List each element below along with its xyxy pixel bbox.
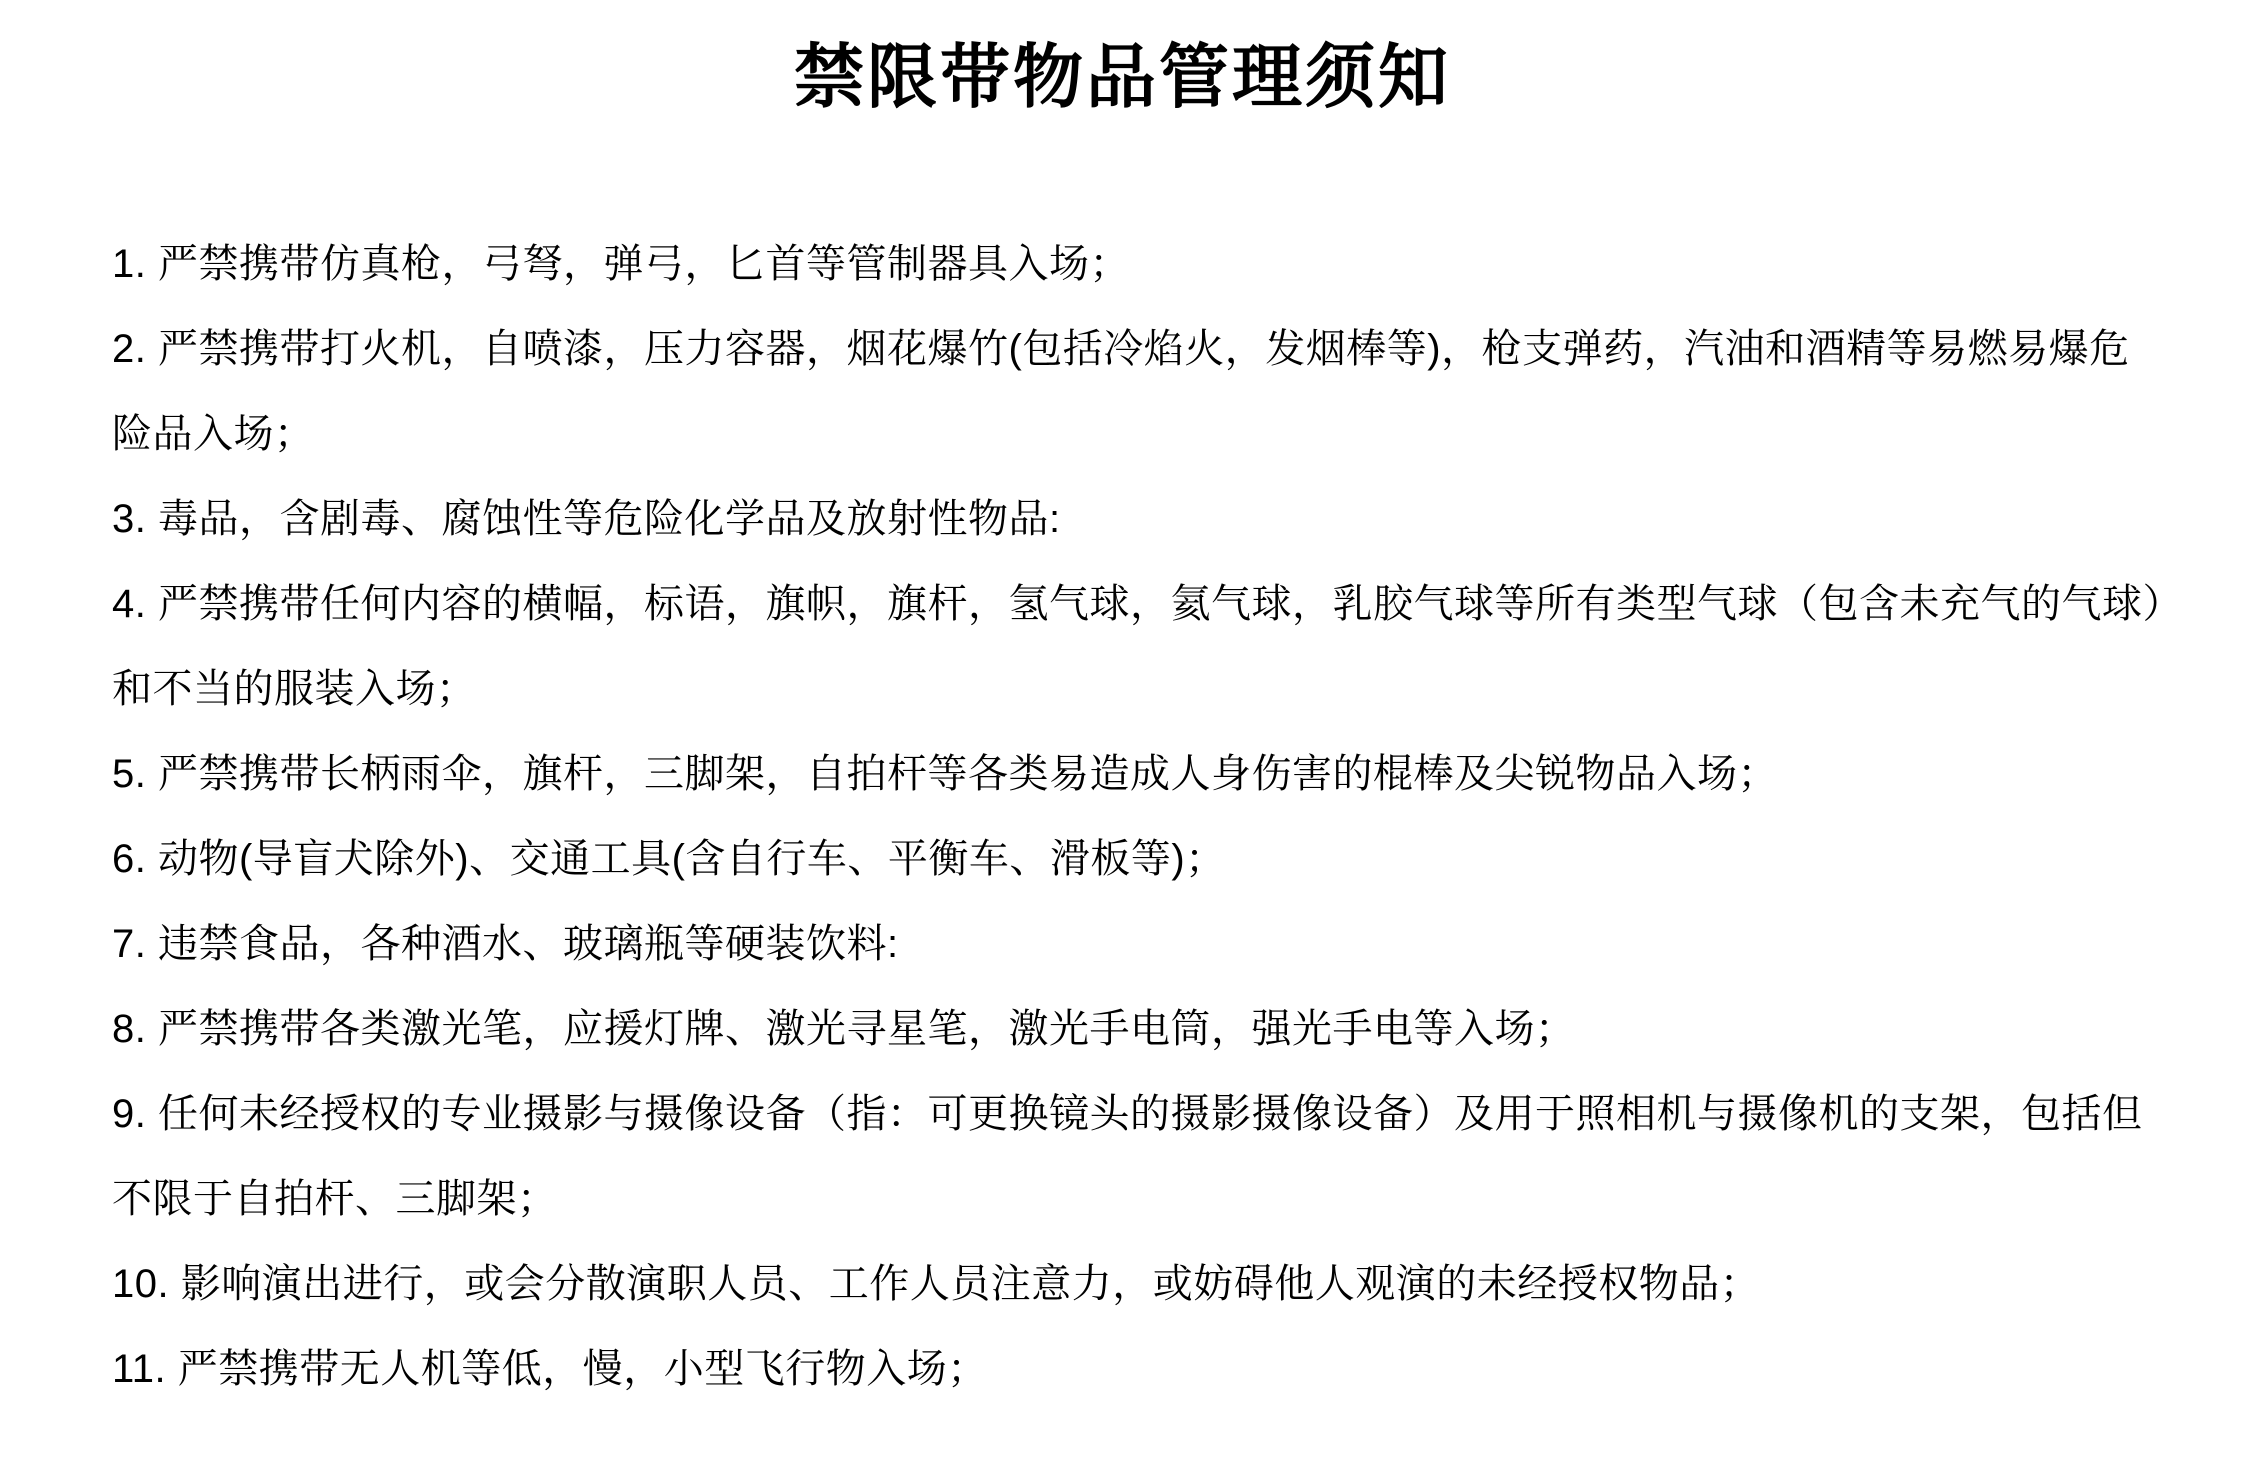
notice-list — [112, 222, 2205, 1412]
notice-line: 7. 违禁食品，各种酒水、玻璃瓶等硬装饮料: — [112, 922, 899, 966]
notice-line: 2. 严禁携带打火机，自喷漆，压力容器，烟花爆竹(包括冷焰火，发烟棒等)，枪支弹药，汽油和酒精等易燃易爆危 — [112, 327, 2130, 371]
notice-line: 8. 严禁携带各类激光笔，应援灯牌、激光寻星笔，激光手电筒，强光手电等入场； — [112, 1007, 1576, 1051]
notice-item — [112, 1072, 2205, 1242]
notice-item — [112, 307, 2205, 477]
notice-line: 9. 任何未经授权的专业摄影与摄像设备（指：可更换镜头的摄影摄像设备）及用于照相机与摄像机的支架，包括但 — [112, 1092, 2143, 1136]
notice-item — [112, 732, 2205, 817]
notice-line: 11. 严禁携带无人机等低，慢，小型飞行物入场； — [112, 1347, 988, 1391]
notice-line: 和不当的服装入场； — [112, 667, 477, 711]
notice-item — [112, 817, 2205, 902]
notice-line: 1. 严禁携带仿真枪，弓弩，弹弓，匕首等管制器具入场； — [112, 242, 1130, 286]
notice-line: 不限于自拍杆、三脚架； — [112, 1177, 558, 1221]
notice-item — [112, 562, 2205, 732]
notice-line: 4. 严禁携带任何内容的横幅，标语，旗帜，旗杆，氢气球，氦气球，乳胶气球等所有类型气球（包含未充气的气球） — [112, 582, 2183, 626]
notice-item — [112, 1327, 2205, 1412]
notice-line: 5. 严禁携带长柄雨伞，旗杆，三脚架，自拍杆等各类易造成人身伤害的棍棒及尖锐物品入场； — [112, 752, 1778, 796]
notice-line: 3. 毒品，含剧毒、腐蚀性等危险化学品及放射性物品: — [112, 497, 1061, 541]
notice-line: 10. 影响演出进行，或会分散演职人员、工作人员注意力，或妨碍他人观演的未经授权物品； — [112, 1262, 1761, 1306]
notice-item — [112, 477, 2205, 562]
document-page — [0, 38, 2245, 1478]
notice-item — [112, 1242, 2205, 1327]
notice-item — [112, 987, 2205, 1072]
notice-line: 6. 动物(导盲犬除外)、交通工具(含自行车、平衡车、滑板等)； — [112, 837, 1226, 881]
notice-item — [112, 222, 2205, 307]
notice-item — [112, 902, 2205, 987]
page-title: 禁限带物品管理须知 — [794, 38, 1451, 116]
notice-line: 险品入场； — [112, 412, 315, 456]
